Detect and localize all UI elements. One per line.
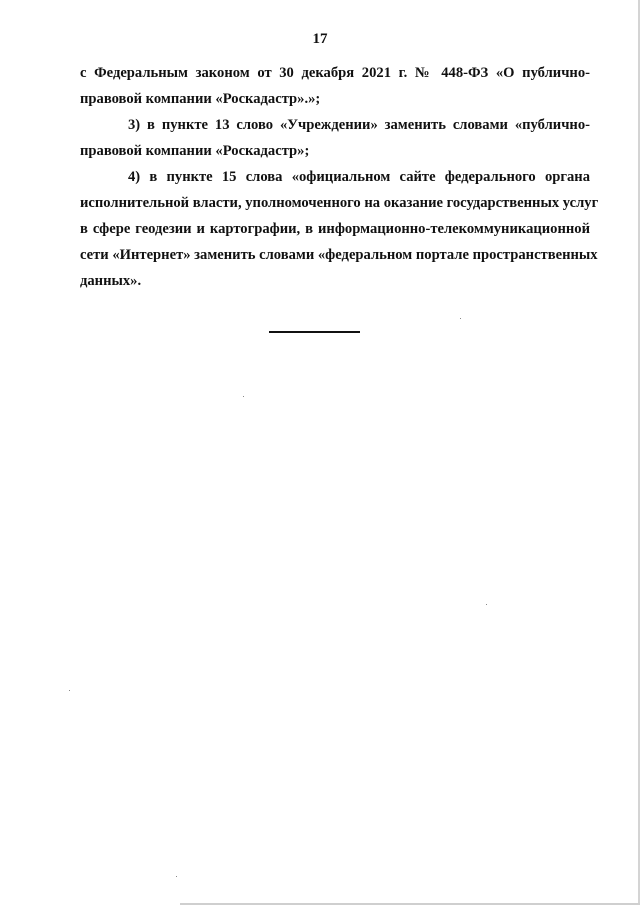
scan-speck [460, 318, 461, 319]
paragraph-continuation [80, 60, 590, 112]
scan-speck [243, 396, 244, 397]
text-line: в сфере геодезии и картографии, в информационно-телекоммуникационной [80, 221, 590, 237]
text-line: исполнительной власти, уполномоченного на оказание государственных услуг [80, 195, 599, 211]
scan-speck [69, 690, 70, 691]
text-line: 3) в пункте 13 слово «Учреждении» заменить словами «публично- [128, 117, 590, 133]
scan-speck [176, 876, 177, 877]
page-number: 17 [312, 31, 328, 47]
paragraph-item-3 [80, 112, 590, 164]
text-line: сети «Интернет» заменить словами «федеральном портале пространственных [80, 247, 598, 263]
text-line: с Федеральным законом от 30 декабря 2021 г. № 448-ФЗ «О публично- [80, 65, 590, 81]
text-line: правовой компании «Роскадастр».»; [80, 91, 321, 107]
scan-speck [486, 604, 487, 605]
text-line: данных». [80, 273, 142, 289]
text-line: 4) в пункте 15 слова «официальном сайте федерального органа [128, 169, 590, 185]
paragraph-item-4 [80, 164, 599, 294]
end-of-text-rule [269, 331, 360, 333]
text-line: правовой компании «Роскадастр»; [80, 143, 310, 159]
document-body [80, 60, 599, 294]
